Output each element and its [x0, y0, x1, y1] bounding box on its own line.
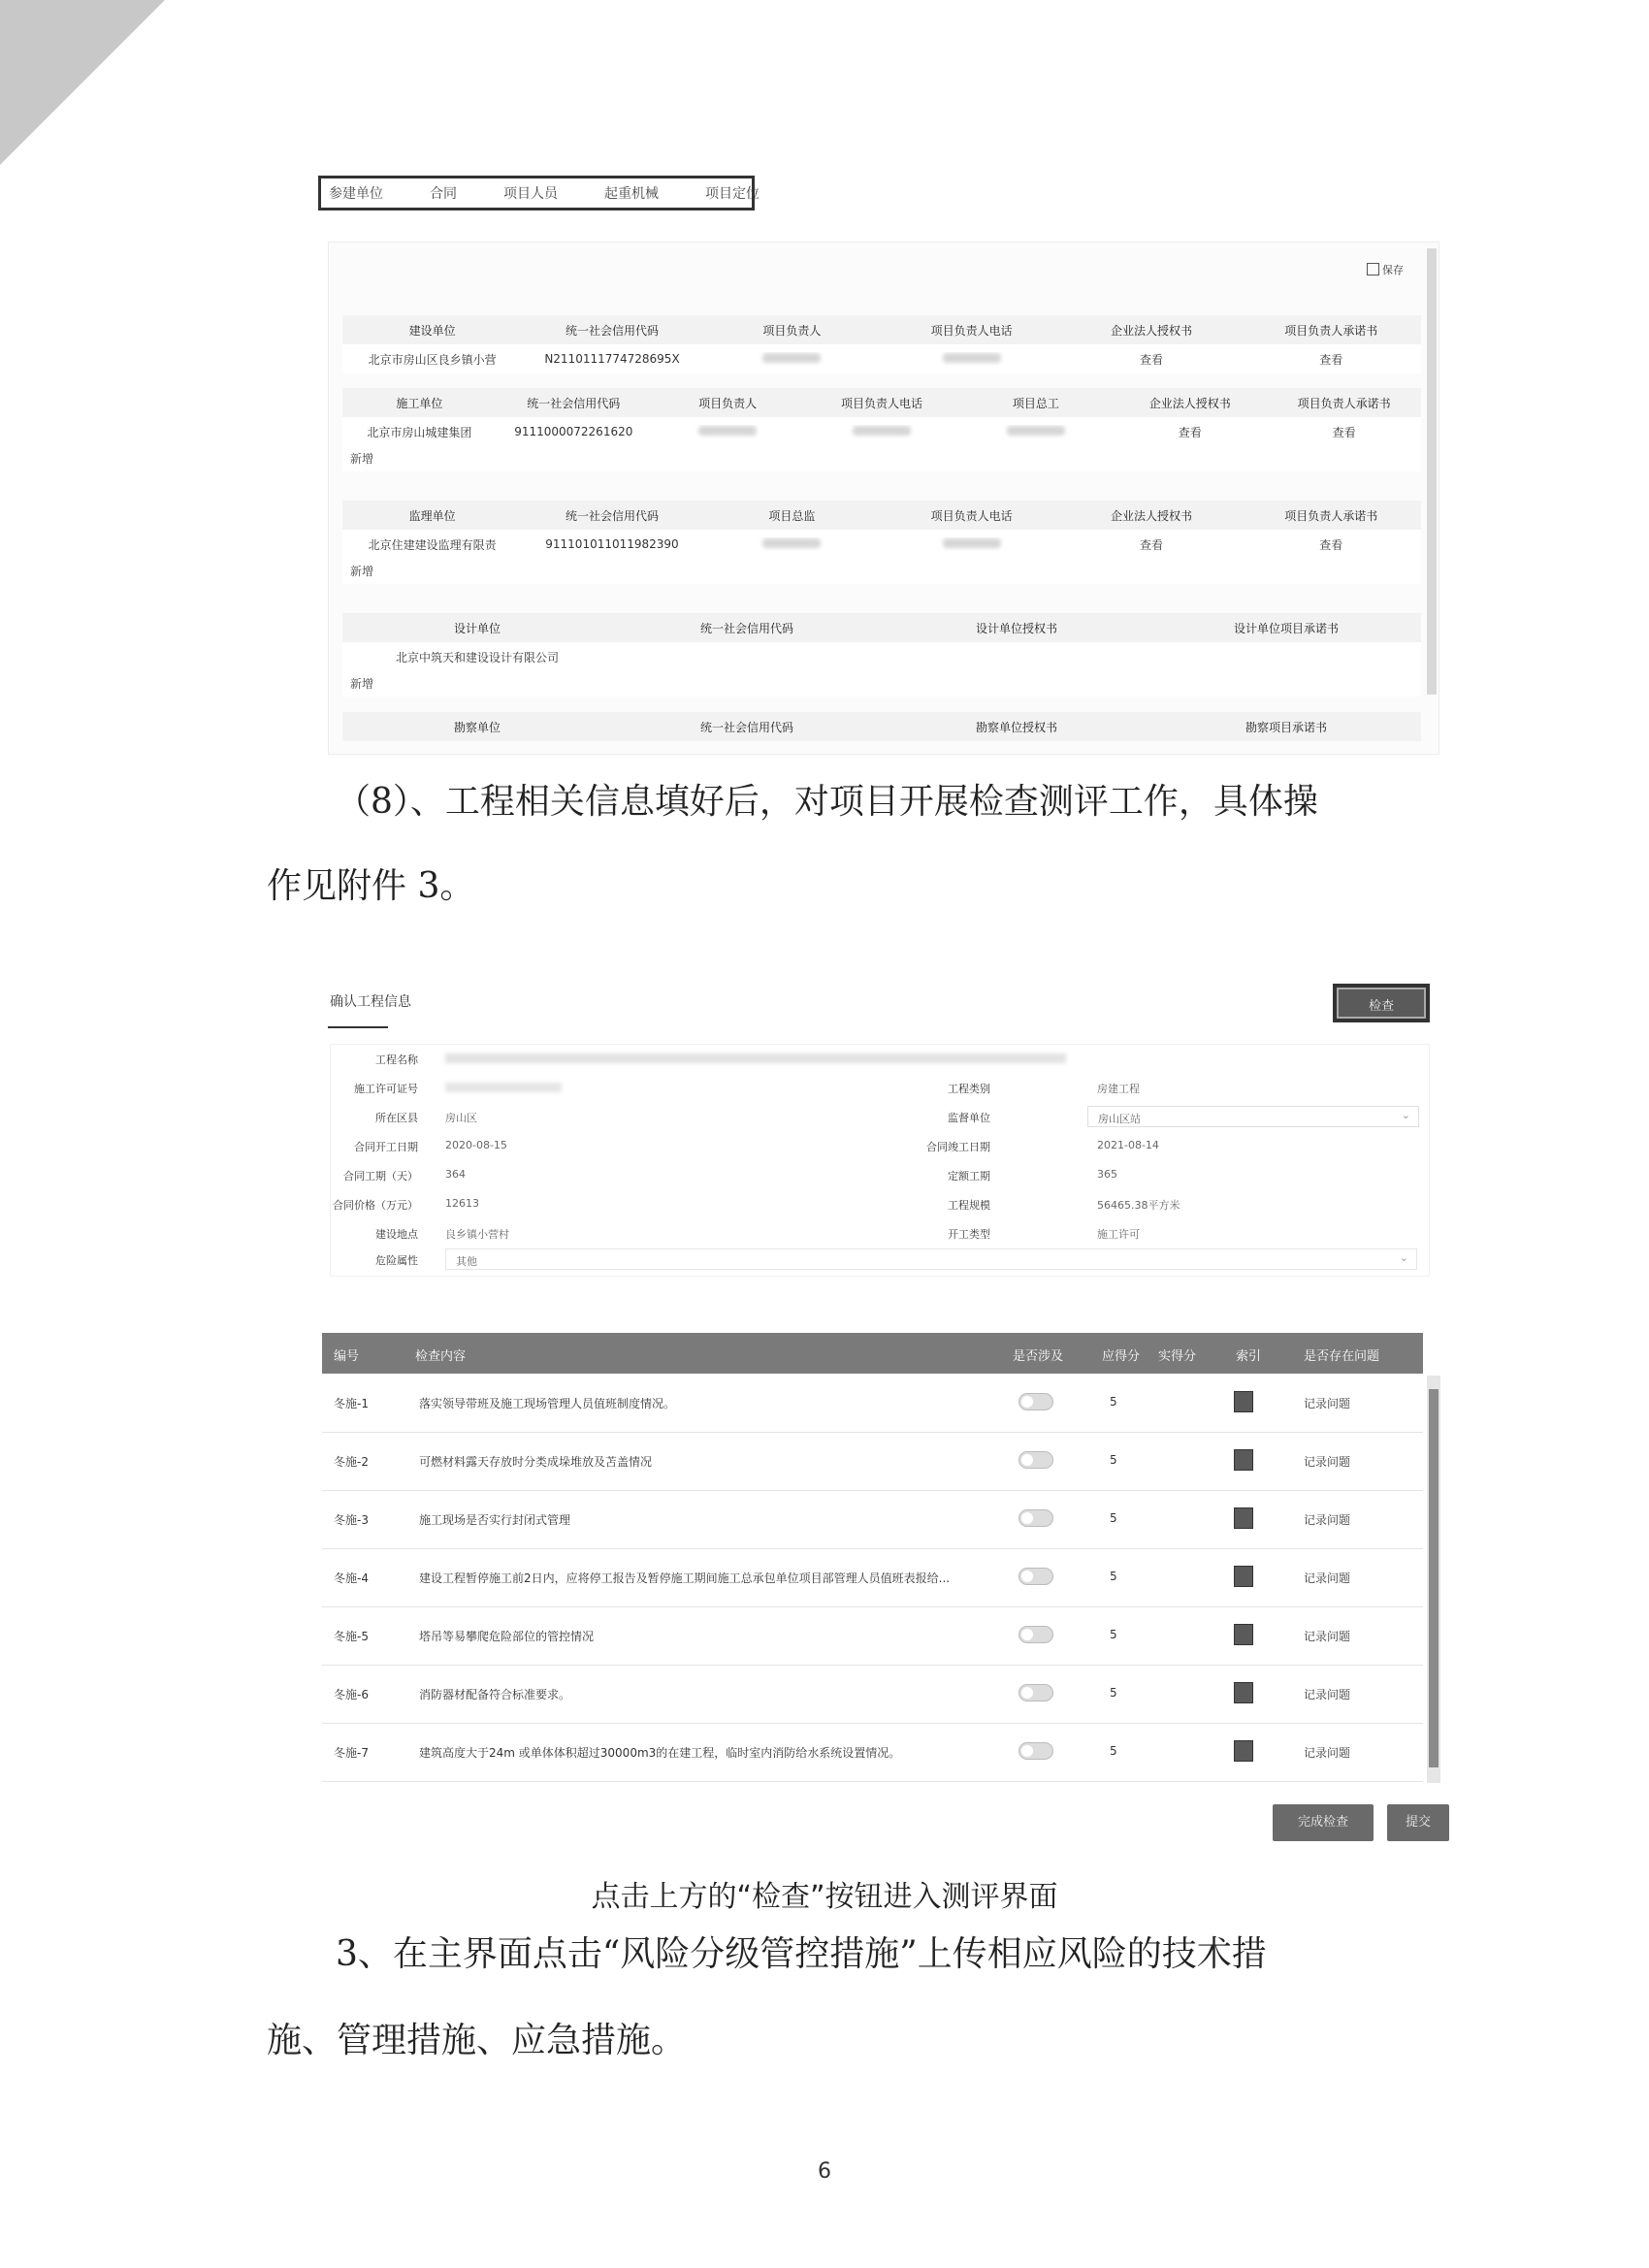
- document-icon[interactable]: [1234, 1507, 1253, 1529]
- record-problem-link[interactable]: 记录问题: [1304, 1746, 1351, 1760]
- figure-caption: 点击上方的“检查”按钮进入测评界面: [591, 1880, 1058, 1914]
- save-button[interactable]: 保存: [1367, 262, 1404, 277]
- info-label: 所在区县: [375, 1112, 418, 1124]
- header-id: 编号: [334, 1349, 360, 1364]
- tab-project-location[interactable]: 项目定位: [705, 186, 760, 202]
- info-value: 施工许可: [1097, 1228, 1140, 1241]
- panel-scrollbar[interactable]: [1427, 248, 1437, 695]
- view-link[interactable]: 查看: [1139, 537, 1163, 552]
- title-underline: [328, 1026, 388, 1028]
- header-score: 应得分: [1102, 1349, 1141, 1364]
- header-cell: 项目负责人: [762, 323, 822, 338]
- tab-cranes[interactable]: 起重机械: [604, 186, 659, 202]
- row-content: 建设工程暂停施工前2日内，应将停工报告及暂停施工期间施工总承包单位项目部管理人员值班表报给...: [419, 1571, 951, 1585]
- view-link[interactable]: 查看: [1332, 425, 1356, 439]
- construction-unit-row: [342, 344, 1421, 373]
- add-builder-button[interactable]: 新增: [350, 452, 374, 466]
- record-problem-link[interactable]: 记录问题: [1304, 1571, 1351, 1585]
- info-label: 工程规模: [948, 1199, 990, 1212]
- header-cell: 监理单位: [408, 508, 456, 523]
- info-label: 监督单位: [948, 1112, 990, 1124]
- builder-unit-group: [342, 388, 1421, 471]
- table-row: [322, 1723, 1423, 1782]
- info-label: 施工许可证号: [354, 1083, 418, 1095]
- header-cell: 统一社会信用代码: [565, 323, 659, 338]
- supervision-unit-group: [342, 501, 1421, 584]
- scrollbar-thumb[interactable]: [1429, 1389, 1439, 1767]
- row-content: 消防器材配备符合标准要求。: [419, 1688, 571, 1701]
- info-value: 12613: [445, 1197, 479, 1210]
- row-content: 可燃材料露天存放时分类成垛堆放及苫盖情况: [419, 1455, 653, 1469]
- record-problem-link[interactable]: 记录问题: [1304, 1455, 1351, 1469]
- add-supervision-button[interactable]: 新增: [350, 565, 374, 578]
- header-cell: 企业法人授权书: [1148, 396, 1231, 410]
- info-label: 工程类别: [948, 1083, 990, 1095]
- info-row: [331, 1252, 1429, 1281]
- header-cell: 项目负责人电话: [930, 508, 1013, 523]
- blurred-value: [882, 537, 1061, 551]
- header-cell: 勘察单位: [453, 720, 501, 734]
- row-score: 5: [1110, 1570, 1117, 1583]
- builder-unit-header: [342, 388, 1421, 417]
- select-value: 其他: [456, 1255, 477, 1268]
- header-cell: 项目负责人承诺书: [1284, 323, 1378, 338]
- header-cell: 企业法人授权书: [1110, 323, 1192, 338]
- unit-name: 北京住建建设监理有限责: [368, 537, 497, 552]
- supervision-select[interactable]: [1087, 1106, 1419, 1127]
- document-icon[interactable]: [1234, 1449, 1253, 1471]
- header-cell: 勘察项目承诺书: [1245, 720, 1327, 734]
- info-value: 房建工程: [1097, 1083, 1140, 1095]
- info-value: 良乡镇小营村: [445, 1228, 509, 1241]
- blurred-permit-number: [445, 1083, 562, 1092]
- view-link[interactable]: 查看: [1178, 425, 1202, 439]
- record-problem-link[interactable]: 记录问题: [1304, 1513, 1351, 1527]
- tab-bar: [318, 176, 760, 211]
- header-cell: 统一社会信用代码: [565, 508, 659, 523]
- header-cell: 设计单位授权书: [975, 621, 1057, 635]
- involved-toggle[interactable]: [1018, 1509, 1053, 1527]
- tab-project-staff[interactable]: 项目人员: [503, 186, 558, 202]
- table-row: [322, 1490, 1423, 1549]
- involved-toggle[interactable]: [1018, 1742, 1053, 1760]
- info-label: 工程名称: [375, 1053, 418, 1066]
- record-problem-link[interactable]: 记录问题: [1304, 1630, 1351, 1643]
- blurred-value: [805, 425, 959, 438]
- info-label: 合同开工日期: [354, 1141, 418, 1153]
- info-row: [331, 1139, 1429, 1168]
- inspection-table: [322, 1333, 1442, 1789]
- row-id: 冬施-7: [334, 1746, 369, 1760]
- credit-code: 911101011011982390: [545, 537, 679, 551]
- header-cell: 项目负责人承诺书: [1297, 396, 1391, 410]
- select-value: 房山区站: [1098, 1113, 1141, 1125]
- construction-unit-header: [342, 315, 1421, 344]
- info-label: 危险属性: [375, 1254, 418, 1267]
- header-index: 索引: [1236, 1349, 1262, 1364]
- document-icon[interactable]: [1234, 1566, 1253, 1587]
- header-cell: 建设单位: [408, 323, 456, 338]
- involved-toggle[interactable]: [1018, 1626, 1053, 1643]
- submit-button[interactable]: 提交: [1387, 1804, 1449, 1841]
- page-number: 6: [818, 2159, 831, 2184]
- table-row: [322, 1548, 1423, 1607]
- row-content: 落实领导带班及施工现场管理人员值班制度情况。: [419, 1397, 676, 1410]
- header-cell: 项目总工: [1012, 396, 1059, 410]
- unit-name: 北京市房山区良乡镇小营: [368, 352, 497, 367]
- supervision-unit-row: [342, 530, 1421, 559]
- check-button[interactable]: 检查: [1333, 984, 1430, 1022]
- header-has-problem: 是否存在问题: [1304, 1349, 1380, 1364]
- blurred-project-name: [445, 1053, 1066, 1063]
- header-cell: 设计单位: [453, 621, 501, 635]
- builder-unit-row: [342, 417, 1421, 446]
- table-row: [322, 1374, 1423, 1433]
- page-corner-shadow: [0, 0, 165, 165]
- row-id: 冬施-5: [334, 1630, 369, 1643]
- header-cell: 统一社会信用代码: [699, 720, 793, 734]
- record-problem-link[interactable]: 记录问题: [1304, 1397, 1351, 1410]
- header-cell: 项目负责人电话: [841, 396, 923, 410]
- row-id: 冬施-3: [334, 1513, 369, 1527]
- paragraph-3-line-1: 3、在主界面点击“风险分级管控措施”上传相应风险的技术措: [336, 1934, 1267, 1974]
- row-score: 5: [1110, 1744, 1117, 1758]
- header-cell: 项目负责人承诺书: [1284, 508, 1378, 523]
- info-row: [331, 1052, 1429, 1081]
- add-design-button[interactable]: 新增: [350, 677, 374, 691]
- header-cell: 项目总监: [768, 508, 816, 523]
- paragraph-8-line-1: （8）、工程相关信息填好后，对项目开展检查测评工作，具体操: [336, 782, 1318, 822]
- finish-check-button[interactable]: 完成检查: [1273, 1804, 1374, 1841]
- table-row: [322, 1606, 1423, 1666]
- header-content: 检查内容: [415, 1349, 467, 1364]
- header-actual: 实得分: [1158, 1349, 1197, 1364]
- info-label: 合同价格（万元）: [333, 1199, 418, 1212]
- paragraph-8-line-2: 作见附件 3。: [267, 866, 475, 906]
- unit-name: 北京中筑天和建设设计有限公司: [395, 650, 559, 664]
- participating-units-panel: [328, 242, 1439, 755]
- table-header: [322, 1333, 1423, 1374]
- info-label: 定额工期: [948, 1170, 990, 1183]
- info-value: 365: [1097, 1168, 1117, 1181]
- info-value: 364: [445, 1168, 466, 1181]
- danger-attr-select[interactable]: [445, 1248, 1417, 1270]
- table-scrollbar[interactable]: [1427, 1376, 1440, 1783]
- row-content: 施工现场是否实行封闭式管理: [419, 1513, 571, 1527]
- view-link[interactable]: 查看: [1139, 352, 1163, 367]
- involved-toggle[interactable]: [1018, 1393, 1053, 1410]
- table-row: [322, 1432, 1423, 1491]
- info-value: 56465.38平方米: [1097, 1199, 1180, 1212]
- chevron-down-icon: ⌄: [1399, 1251, 1408, 1264]
- info-label: 建设地点: [375, 1228, 418, 1241]
- info-label: 开工类型: [948, 1228, 990, 1241]
- row-id: 冬施-6: [334, 1688, 369, 1701]
- header-cell: 勘察单位授权书: [975, 720, 1057, 734]
- header-cell: 企业法人授权书: [1110, 508, 1192, 523]
- info-row: [331, 1197, 1429, 1226]
- involved-toggle[interactable]: [1018, 1568, 1053, 1585]
- design-unit-row: [342, 642, 1421, 671]
- document-icon[interactable]: [1234, 1624, 1253, 1645]
- blurred-value: [958, 425, 1113, 438]
- blurred-value: [651, 425, 805, 438]
- tab-participating-units[interactable]: 参建单位: [329, 186, 383, 202]
- involved-toggle[interactable]: [1018, 1684, 1053, 1701]
- unit-name: 北京市房山城建集团: [367, 425, 472, 439]
- supervision-unit-header: [342, 501, 1421, 530]
- header-cell: 统一社会信用代码: [527, 396, 621, 410]
- row-content: 塔吊等易攀爬危险部位的管控情况: [419, 1630, 595, 1643]
- chevron-down-icon: ⌄: [1401, 1109, 1410, 1121]
- involved-toggle[interactable]: [1018, 1451, 1053, 1469]
- paragraph-3-line-2: 施、管理措施、应急措施。: [267, 2021, 687, 2060]
- design-unit-header: [342, 613, 1421, 642]
- info-label: 合同竣工日期: [926, 1141, 990, 1153]
- row-score: 5: [1110, 1453, 1117, 1467]
- header-cell: 项目负责人电话: [930, 323, 1013, 338]
- row-score: 5: [1110, 1628, 1117, 1641]
- document-icon[interactable]: [1234, 1740, 1253, 1762]
- header-cell: 统一社会信用代码: [699, 621, 793, 635]
- row-content: 建筑高度大于24m 或单体体积超过30000m3的在建工程，临时室内消防给水系统设置情况。: [419, 1746, 901, 1760]
- table-row: [322, 1665, 1423, 1724]
- document-icon[interactable]: [1234, 1391, 1253, 1412]
- header-cell: 项目负责人: [698, 396, 758, 410]
- row-id: 冬施-4: [334, 1571, 369, 1585]
- blurred-value: [702, 537, 882, 551]
- info-row: [331, 1168, 1429, 1197]
- header-cell: 施工单位: [396, 396, 443, 410]
- info-label: 合同工期（天）: [343, 1170, 418, 1183]
- header-cell: 设计单位项目承诺书: [1233, 621, 1339, 635]
- document-icon[interactable]: [1234, 1682, 1253, 1703]
- row-score: 5: [1110, 1395, 1117, 1409]
- info-value: 房山区: [445, 1112, 477, 1124]
- row-id: 冬施-1: [334, 1397, 369, 1410]
- survey-unit-group: [342, 712, 1421, 741]
- survey-unit-header: [342, 712, 1421, 741]
- info-value: 2021-08-14: [1097, 1139, 1159, 1151]
- view-link[interactable]: 查看: [1319, 352, 1343, 367]
- tab-contract[interactable]: 合同: [430, 186, 457, 202]
- info-value: 2020-08-15: [445, 1139, 507, 1151]
- project-info-form: [330, 1044, 1430, 1277]
- blurred-value: [882, 352, 1061, 366]
- construction-unit-group: [342, 315, 1421, 373]
- row-score: 5: [1110, 1511, 1117, 1525]
- credit-code: 9111000072261620: [514, 425, 633, 438]
- confirm-title: 确认工程信息: [330, 994, 411, 1010]
- record-problem-link[interactable]: 记录问题: [1304, 1688, 1351, 1701]
- view-link[interactable]: 查看: [1319, 537, 1343, 552]
- design-unit-group: [342, 613, 1421, 697]
- blurred-value: [702, 352, 882, 366]
- save-icon: [1367, 263, 1379, 275]
- credit-code: N2110111774728695X: [544, 352, 680, 366]
- info-row: [331, 1110, 1429, 1139]
- row-id: 冬施-2: [334, 1455, 369, 1469]
- row-score: 5: [1110, 1686, 1117, 1700]
- header-involved: 是否涉及: [1013, 1349, 1064, 1364]
